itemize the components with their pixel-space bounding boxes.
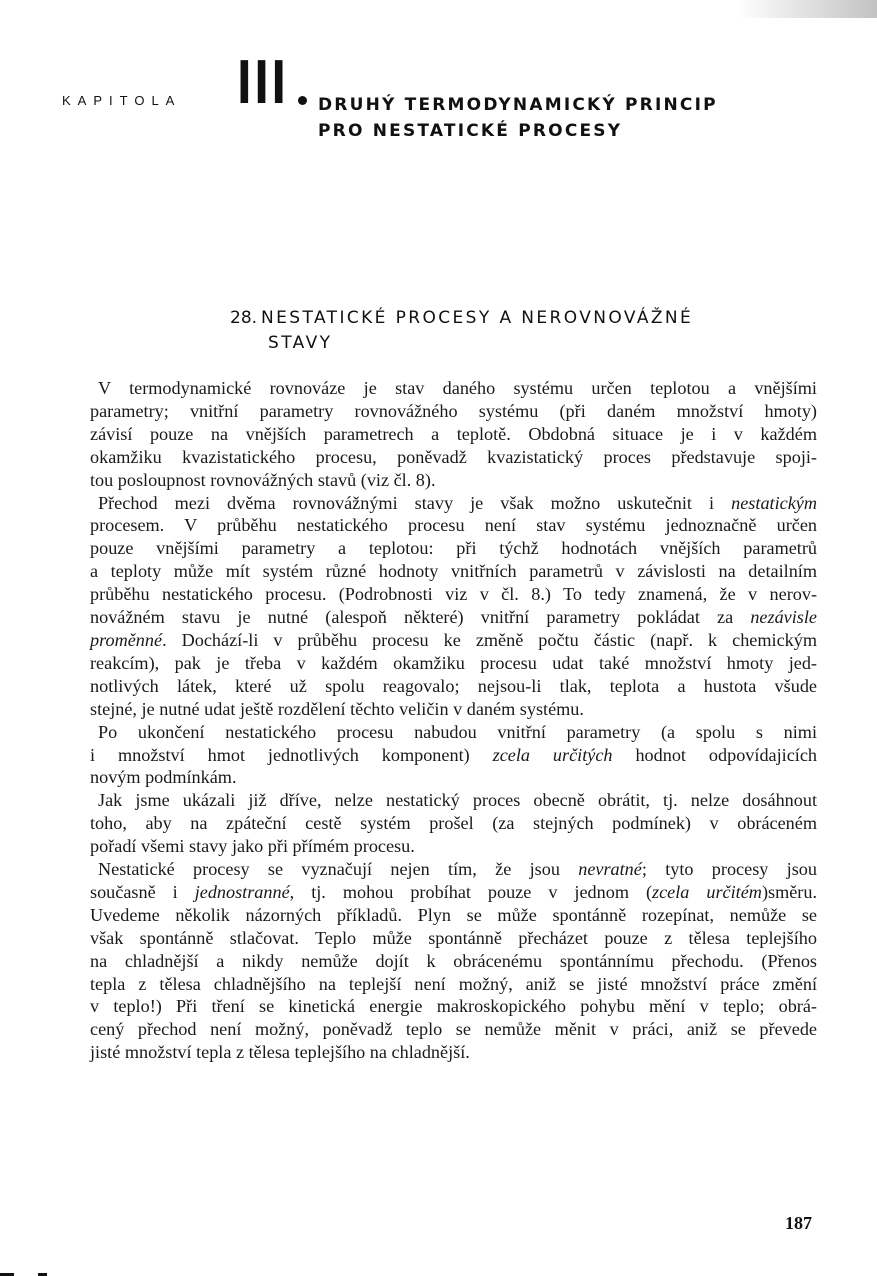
section-title-line-2: STAVY [268,333,333,353]
chapter-number: III [237,48,289,117]
text-line: V termodynamické rovnováze je stav daného systému určen teplotou a vnějšími [98,378,817,398]
text-line: závisí pouze na vnějších parametrech a teplotě. Obdobná situace je i v každém [90,423,817,444]
text-line [90,881,817,904]
text-line: na chladnější a nikdy nemůže dojít k obrácenému spontánnímu přechodu. (Přenos [90,950,817,971]
text-line: toho, aby na zpáteční cestě systém prošel (za stejných podmínek) v obráceném [90,813,817,834]
text-line: průběhu nestatického procesu. (Podrobnosti viz v čl. 8.) To tedy znamená, že v nerov- [90,584,817,605]
text-line [90,492,817,515]
chapter-title-line-2: PRO NESTATICKÉ PROCESY [318,121,623,141]
paragraph [90,789,817,858]
text-run: novážném stavu je nutné (alespoň některé) vnitřní parametry pokládat za [90,607,751,628]
paragraph [90,858,817,1064]
text-line: Po ukončení nestatického procesu nabudou vnitřní parametry (a spolu s nimi [98,721,817,742]
scan-edge-shadow [737,0,877,18]
emphasis: jednostranné [194,881,290,902]
text-line: však spontánně stlačovat. Teplo může spontánně přecházet pouze z tělesa teplejšího [90,927,817,948]
text-line: Jak jsme ukázali již dříve, nelze nestatický proces obecně obrátit, tj. nelze dosáhnout [98,790,817,811]
text-line [90,606,817,629]
text-run: i množství hmot jednotlivých komponent) [90,744,493,765]
text-line: a teploty může mít systém různé hodnoty vnitřních parametrů v závislosti na detailním [90,561,817,582]
section-number: 28. [230,308,258,328]
text-line: notlivých látek, které už spolu reagovalo; nejsou-li tlak, teplota a hustota všude [90,675,817,696]
text-run: . Dochází-li v průběhu procesu ke změně počtu částic (např. k chemickým [162,629,817,650]
text-run: )směru. [761,881,817,902]
text-line: Uvedeme několik názorných příkladů. Plyn se může spontánně rozepínat, nemůže se [90,904,817,925]
chapter-label: KAPITOLA [62,93,182,108]
text-line: tou posloupnost rovnovážných stavů (viz čl. 8). [90,469,436,490]
chapter-title [318,92,718,144]
section-heading [230,306,810,356]
text-line: novým podmínkám. [90,767,237,788]
text-run: , tj. mohou probíhat pouze v jednom ( [289,881,653,902]
paragraph [90,492,817,721]
text-line: stejné, je nutné udat ještě rozdělení těchto veličin v daném systému. [90,698,584,719]
text-line: cený přechod není možný, poněvadž teplo se nemůže měnit v práci, aniž se převede [90,1019,817,1040]
text-run: Nestatické procesy se vyznačují nejen tím, že jsou [98,859,579,880]
emphasis: zcela určitém [652,881,762,902]
section-title-line-1: NESTATICKÉ PROCESY A NEROVNOVÁŽNÉ [261,308,694,328]
paragraph [90,377,817,492]
text-line [90,744,817,767]
text-line [90,629,817,652]
paragraph [90,721,817,790]
text-line: pořadí všemi stavy jako při přímém procesu. [90,836,415,857]
chapter-title-line-1: DRUHÝ TERMODYNAMICKÝ PRINCIP [318,95,718,115]
page-number: 187 [785,1213,812,1233]
text-run: Přechod mezi dvěma rovnovážnými stavy je však možno uskutečnit i [98,492,732,513]
emphasis: nevratné [578,859,642,880]
text-line: reakcím), pak je třeba v každém okamžiku procesu udat také množství hmoty jed- [90,652,817,673]
text-line: procesem. V průběhu nestatického procesu není stav systému jednoznačně určen [90,515,817,536]
text-line: pouze vnějšími parametry a teplotou: při týchž hodnotách vnějších parametrů [90,538,817,559]
text-run: současně i [90,881,195,902]
emphasis: nezávisle [750,607,817,628]
text-line: parametry; vnitřní parametry rovnovážného systému (při daném množství hmoty) [90,400,817,421]
text-line: v teplo!) Při tření se kinetická energie makroskopického pohybu mění v teplo; obrá- [90,996,817,1017]
emphasis: proměnné [90,629,163,650]
body-text [90,377,817,1064]
text-line: okamžiku kvazistatického procesu, poněvadž kvazistatický proces představuje spoji- [90,446,817,467]
text-line: tepla z tělesa chladnějšího na teplejší není možný, aniž se jisté množství práce změní [90,973,817,994]
text-run: hodnot odpovídajicích [612,744,818,765]
text-line: jisté množství tepla z tělesa teplejšího na chladnější. [90,1042,470,1063]
emphasis: zcela určitých [492,744,613,765]
text-line [90,858,817,881]
chapter-number-dot [298,96,307,105]
emphasis: nestatickým [731,492,817,513]
text-run: ; tyto procesy jsou [641,859,817,880]
